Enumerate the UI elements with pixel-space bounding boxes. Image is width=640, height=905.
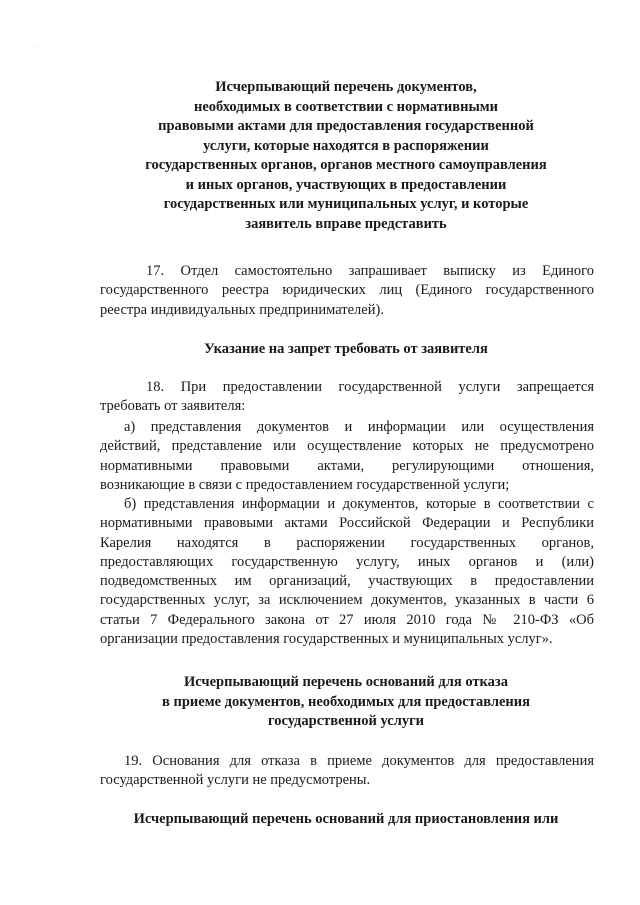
paragraph-18b bbox=[100, 495, 594, 649]
heading-line: правовыми актами для предоставления государственной bbox=[158, 118, 534, 134]
heading-line: заявитель вправе представить bbox=[245, 215, 447, 232]
paragraph-line: государственных услуг, за исключением документов, указанных в части 6 bbox=[100, 592, 594, 609]
paragraph-line: 18. При предоставлении государственной услуги запрещается bbox=[146, 379, 594, 395]
paragraph-line: нормативными правовыми актами Российской Федерации и Республики bbox=[100, 515, 594, 532]
paragraph-line: а) представления документов и информации или осуществления bbox=[124, 419, 594, 435]
heading-line: Исчерпывающий перечень оснований для отказа bbox=[184, 674, 508, 690]
paragraph-line: организации предоставления государственных и муниципальных услуг». bbox=[100, 631, 553, 648]
section-heading-prohibition bbox=[80, 340, 612, 360]
paragraph-line: б) представления информации и документов, которые в соответствии с bbox=[124, 496, 594, 512]
heading-line: государственных или муниципальных услуг, и которые bbox=[163, 196, 529, 212]
paragraph-line: государственной услуги не предусмотрены. bbox=[100, 772, 371, 789]
paragraph-line: требовать от заявителя: bbox=[100, 398, 246, 415]
paragraph-line: предоставляющих государственную услугу, иных органов и (или) bbox=[100, 553, 594, 570]
paragraph-18a bbox=[100, 418, 594, 495]
section-heading-refusal-grounds bbox=[80, 673, 612, 732]
heading-line: Исчерпывающий перечень оснований для приостановления или bbox=[133, 811, 559, 827]
paragraph-19 bbox=[100, 752, 594, 791]
section-heading-documents-list bbox=[80, 78, 612, 234]
heading-line: необходимых в соответствии с нормативными bbox=[193, 98, 499, 115]
paragraph-line: 19. Основания для отказа в приеме документов для предоставления bbox=[124, 753, 594, 769]
heading-line: Указание на запрет требовать от заявителя bbox=[204, 341, 488, 357]
paragraph-line: 17. Отдел самостоятельно запрашивает выписку из Единого bbox=[146, 263, 594, 279]
heading-line: услуги, которые находятся в распоряжении bbox=[203, 137, 489, 154]
paragraph-line: реестра индивидуальных предпринимателей). bbox=[100, 301, 384, 318]
paragraph-17 bbox=[100, 262, 594, 320]
paragraph-line: государственного реестра юридических лиц (Единого государственного bbox=[100, 282, 594, 299]
heading-line: в приеме документов, необходимых для предоставления bbox=[162, 693, 530, 710]
section-heading-suspension-grounds bbox=[80, 810, 612, 830]
paragraph-18 bbox=[100, 378, 594, 417]
paragraph-line: нормативными правовыми актами, регулирующими отношения, bbox=[100, 457, 594, 474]
heading-line: государственной услуги bbox=[267, 713, 425, 729]
heading-line: государственных органов, органов местного самоуправления bbox=[145, 157, 547, 173]
paragraph-line: возникающие в связи с предоставлением государственной услуги; bbox=[100, 476, 510, 493]
paragraph-line: Карелия находятся в распоряжении государственных органов, bbox=[100, 534, 594, 551]
heading-line: Исчерпывающий перечень документов, bbox=[215, 79, 477, 95]
heading-line: и иных органов, участвующих в предоставлении bbox=[185, 176, 507, 193]
paragraph-line: подведомственных им организаций, участвующих в предоставлении bbox=[100, 573, 594, 590]
paragraph-line: статьи 7 Федерального закона от 27 июля 2010 года № 210-ФЗ «Об bbox=[100, 611, 594, 628]
paragraph-line: действий, представление или осуществление которых не предусмотрено bbox=[100, 438, 594, 455]
scan-artifact: · · bbox=[34, 44, 40, 50]
